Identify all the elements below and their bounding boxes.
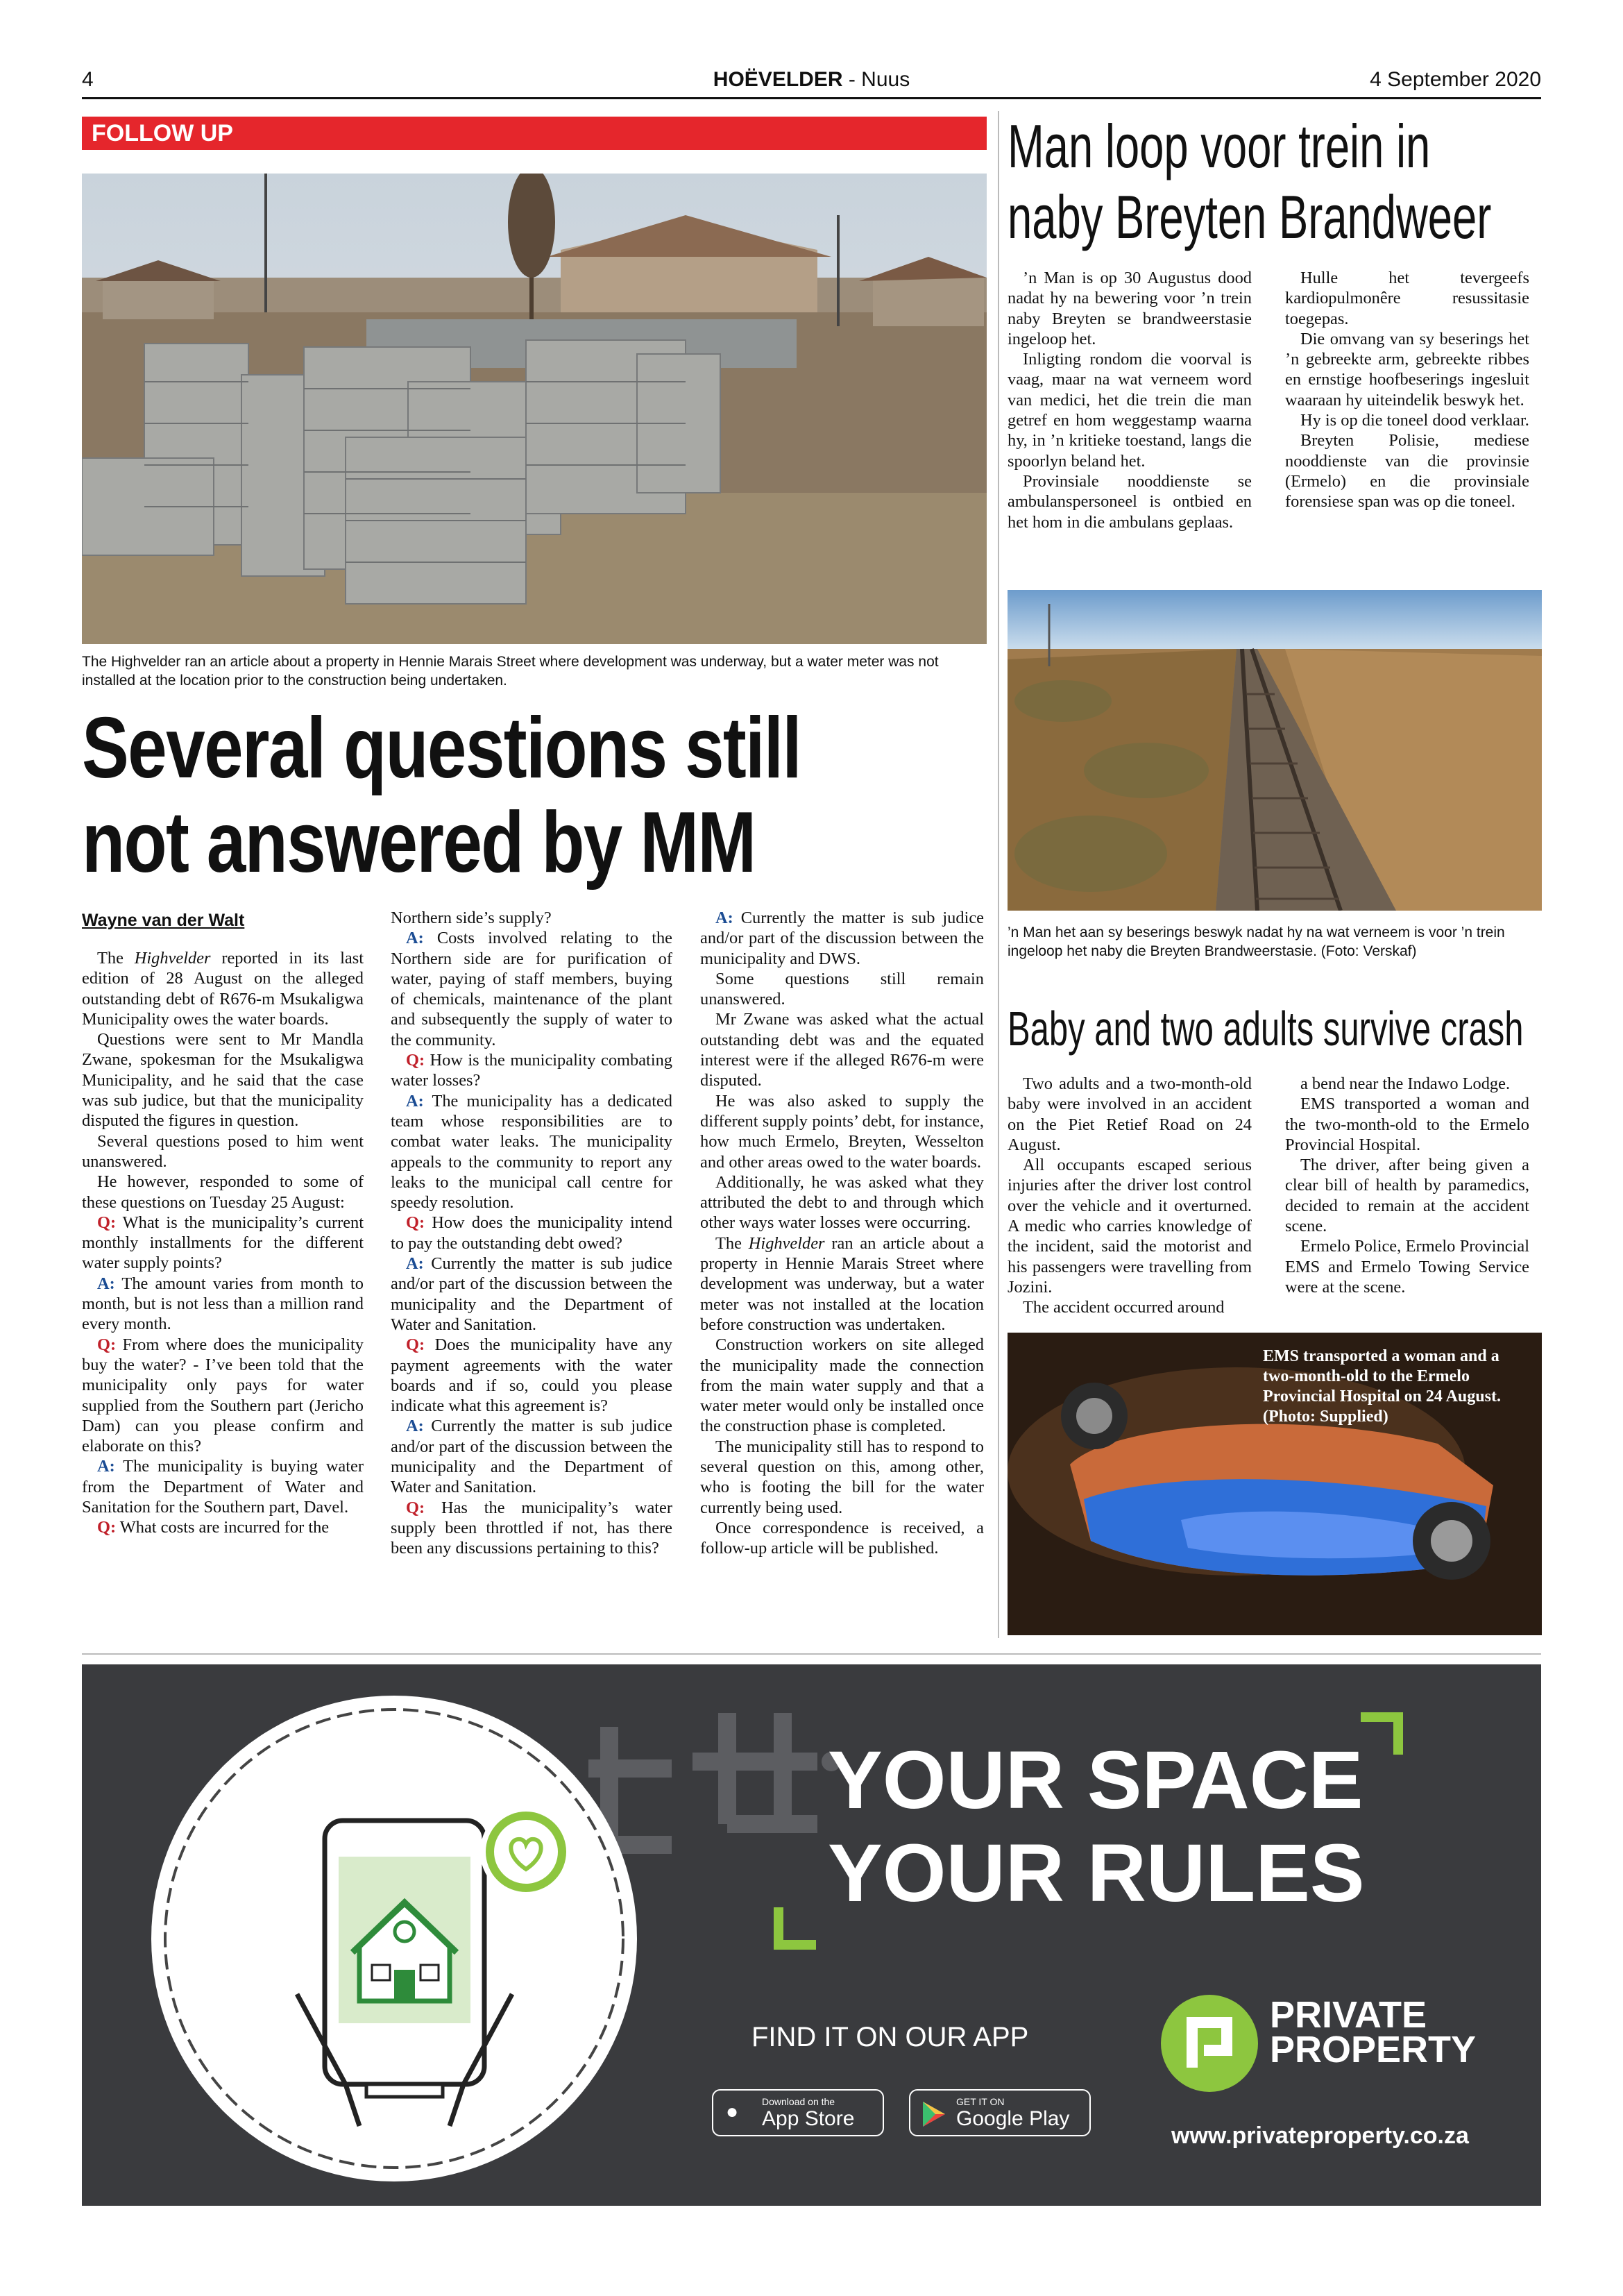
publication-name: Highvelder [134,949,211,968]
google-play-small-label: GET IT ON [956,2096,1005,2107]
paragraph-text: Several questions posed to him went unanswered. [82,1131,364,1171]
paragraph: a bend near the Indawo Lodge. [1300,1074,1511,1093]
answer-label: A: [97,1457,115,1476]
paragraph: Ermelo Police, Ermelo Provincial EMS and Ermelo Towing Service were at the scene. [1285,1237,1529,1297]
answer-label: A: [97,1274,115,1293]
crash-headline: Baby and two adults survive crash [1008,1002,1524,1056]
paragraph-text: Currently the matter is sub judice and/or part of the discussion between the municipality and the Department of Water and Sanitation. [391,1417,672,1497]
paragraph-text: The amount varies from month to month, but is not less than a million rand every month. [82,1274,364,1334]
paragraph: The accident occurred around [1023,1298,1225,1317]
paragraph-text: reported in its last edition of 28 August on the alleged outstanding debt of R676-m Msukaligwa Municipality owes the water boards. [82,949,364,1029]
apple-icon: ● [726,2100,739,2123]
paragraph-text: The [715,1233,749,1253]
crash-photo-caption: EMS transported a woman and a two-month-old to the Ermelo Provincial Hospital on 24 August. (Photo: Supplied) [1263,1347,1501,1426]
paragraph: Hulle het tevergeefs kardiopulmonêre resussitasie toegepas. [1285,269,1529,328]
paper-name: HOËVELDER [713,68,843,91]
brand-name [1270,1994,1477,2070]
publication-name: Highvelder [748,1233,825,1253]
question-label: Q: [406,1498,425,1517]
issue-date: 4 September 2020 [1370,68,1541,91]
paragraph-text: The municipality has a dedicated team whose responsibilities are to combat water leaks. The municipality appeals to the community to report any leaks to the municipal call centre for speedy resolution. [391,1091,672,1213]
answer-label: A: [715,909,733,927]
answer-paragraph [700,908,984,969]
paragraph-text: Construction workers on site alleged the municipality made the connection from the main water supply and that a water meter would only be installed once the construction phase is completed. [700,1335,984,1436]
brand-line1: PRIVATE [1270,1994,1427,2036]
question-paragraph [391,1050,672,1091]
advert-line2: YOUR RULES [828,1827,1365,1919]
paragraph: Inligting rondom die voorval is vaag, maar na wat verneem word van medici, het die trein die man getref en hom weggestamp waarna hy, in ’n kritieke toestand, langs die spoorlyn beland het. [1008,350,1252,471]
page-number: 4 [82,68,94,91]
paragraph-text: How is the municipality combating water losses? [391,1051,672,1090]
answer-paragraph [391,1416,672,1497]
paragraph: Hy is op die toneel dood verklaar. [1300,411,1529,430]
train-column-1 [1008,268,1252,532]
paragraph-text: The [97,949,135,968]
app-store-small-label: Download on the [762,2096,835,2107]
paragraph [82,1029,364,1131]
train-headline-line2: naby Breyten Brandweer [1008,183,1492,251]
article-column-3 [700,908,984,1559]
main-headline [82,701,998,890]
brand-line2: PROPERTY [1270,2029,1477,2070]
advert-line1: YOUR SPACE [828,1734,1363,1826]
article-column-2 [391,908,672,1559]
paragraph: EMS transported a woman and the two-month-old to the Ermelo Provincial Hospital. [1285,1095,1529,1154]
advert-cta: FIND IT ON OUR APP [751,2022,1029,2052]
paragraph: Die omvang van sy beserings het ’n gebreekte arm, gebreekte ribbes en ernstige hoofbeserings ingesluit waaraan hy uiteindelik beswyk het. [1285,329,1529,410]
paragraph-text: Questions were sent to Mr Mandla Zwane, spokesman for the Msukaligwa Municipality, and he said that the case was sub judice, but that the municipality disputed the figures in question. [82,1030,364,1131]
railway-photo [1008,590,1542,911]
section-name: - Nuus [848,68,910,91]
paragraph: Provinsiale nooddienste se ambulanspersoneel is ontbied en het hom in die ambulans geplaas. [1008,471,1252,532]
page-divider [82,1653,1541,1655]
train-headline [1008,111,1532,253]
advert-headline [828,1734,1365,1920]
paragraph-text: Some questions still remain unanswered. [700,969,984,1009]
paragraph-text: From where does the municipality buy the water? - I’ve been told that the municipality only pays for water supplied from the Southern part (Jericho Dam) can you please confirm and elaborate on this? [82,1335,364,1456]
paragraph-text: Does the municipality have any payment agreements with the water boards and if so, could you please indicate what this agreement is? [391,1335,672,1416]
article-column-1 [82,948,364,1538]
paragraph-text: Has the municipality’s water supply been throttled if not, has there been any discussions pertaining to this? [391,1498,672,1558]
railway-photo-caption: ’n Man het aan sy beserings beswyk nadat hy na wat verneem is voor ’n trein ingeloop het naby die Breyten Brandweerstasie. (Foto: Verskaf) [1008,925,1505,959]
answer-label: A: [406,1254,424,1274]
paragraph [700,1091,984,1172]
paragraph [82,1131,364,1172]
paragraph-text: He was also asked to supply the different supply points’ debt, for instance, how much Ermelo, Breyten, Wesselton and other areas owed to the water boards. [700,1091,984,1172]
paragraph-text: He however, responded to some of these questions on Tuesday 25 August: [82,1172,364,1212]
train-column-2 [1285,268,1529,512]
paragraph [700,1172,984,1233]
question-label: Q: [97,1518,117,1537]
paragraph [700,1437,984,1518]
answer-paragraph [391,1253,672,1335]
paragraph: The driver, after being given a clear bill of health by paramedics, decided to remain at the accident scene. [1285,1156,1529,1236]
question-paragraph [391,1498,672,1559]
paragraph-text: Mr Zwane was asked what the actual outstanding debt was and the equated interest were if the alleged R676-m were disputed. [700,1010,984,1090]
construction-photo [82,174,987,644]
paragraph: All occupants escaped serious injuries after the driver lost control over the vehicle and it overturned. A medic who carries knowledge of the incident, said the motorist and his passengers were travelling from Jozini. [1008,1156,1252,1297]
question-paragraph [82,1335,364,1457]
paragraph: Two adults and a two-month-old baby were involved in an accident on the Piet Retief Road on 24 August. [1008,1074,1252,1154]
answer-paragraph [391,1091,672,1213]
answer-label: A: [406,929,424,948]
paragraph-text: Northern side’s supply? [391,909,552,927]
paragraph [391,908,672,928]
paragraph-text: Currently the matter is sub judice and/or part of the discussion between the municipality and DWS. [700,909,984,968]
paragraph [700,1518,984,1559]
question-paragraph [391,1335,672,1416]
column-divider [998,111,999,1638]
paragraph [82,948,364,1029]
main-headline-line1: Several questions still [82,700,801,796]
crash-photo [1008,1333,1542,1635]
bottom-corner-bracket-icon [769,1900,824,1956]
paragraph [700,1335,984,1436]
answer-paragraph [82,1456,364,1517]
app-store-label: App Store [762,2107,855,2130]
question-label: Q: [97,1213,117,1232]
paragraph [700,969,984,1010]
answer-paragraph [82,1274,364,1335]
train-headline-line1: Man loop voor trein in [1008,112,1431,180]
paragraph: Breyten Polisie, mediese nooddienste van die provinsie (Ermelo) en die provinsiale forensiese span was op die toneel. [1285,431,1529,512]
paragraph: ’n Man is op 30 Augustus dood nadat hy na bewering voor ’n trein naby Breyten se brandweerstasie ingeloop het. [1008,269,1252,348]
paragraph-text: ran an article about a property in Hennie Marais Street where development was underway, but a water meter was not installed at the location before construction was undertaken. [700,1233,984,1334]
answer-paragraph [391,928,672,1050]
paragraph-text: The municipality is buying water from the Department of Water and Sanitation for the Southern part, Davel. [82,1457,364,1517]
question-label: Q: [406,1213,425,1233]
google-play-icon [921,2100,946,2128]
question-paragraph [82,1517,364,1537]
paragraph-text: Additionally, he was asked what they attributed the debt to and through which other ways water losses were occurring. [700,1172,984,1233]
follow-up-tag: FOLLOW UP [82,117,987,150]
app-store-button[interactable] [712,2089,884,2136]
private-property-advert [82,1664,1541,2206]
paragraph-text: Costs involved relating to the Northern side are for purification of water, paying of staff members, buying of chemicals, maintenance of the plant and subsequently the supply of water to the community. [391,929,672,1049]
paragraph-text: The municipality still has to respond to several question on this, among other, who is footing the bill for the water currently being used. [700,1437,984,1517]
main-headline-line2: not answered by MM [82,795,756,890]
question-label: Q: [406,1051,425,1070]
paragraph-text: What is the municipality’s current monthly installments for the different water supply points? [82,1213,364,1273]
question-paragraph [391,1213,672,1253]
paragraph-text: How does the municipality intend to pay the outstanding debt owed? [391,1213,672,1253]
advert-url: www.privateproperty.co.za [1171,2122,1469,2149]
paragraph-text: Once correspondence is received, a follow-up article will be published. [700,1518,984,1558]
paragraph [82,1172,364,1213]
crash-column-2 [1285,1074,1529,1297]
construction-photo-caption: The Highvelder ran an article about a property in Hennie Marais Street where development was underway, but a water meter was not installed at the location prior to the construction being undertaken. [82,654,939,689]
answer-label: A: [406,1417,424,1436]
question-label: Q: [406,1335,425,1355]
paragraph [700,1233,984,1335]
private-property-logo [1161,1995,1258,2092]
paragraph [700,1009,984,1090]
google-play-label: Google Play [956,2107,1070,2130]
question-paragraph [82,1213,364,1274]
byline: Wayne van der Walt [82,911,245,930]
answer-label: A: [406,1091,424,1111]
question-label: Q: [97,1335,117,1354]
logo-mark-icon [1161,1995,1258,2092]
header-rule [82,97,1541,99]
google-play-button[interactable] [909,2089,1091,2136]
app-illustration [151,1696,637,2181]
paragraph-text: Currently the matter is sub judice and/or part of the discussion between the municipality and the Department of Water and Sanitation. [391,1254,672,1334]
crash-column-1 [1008,1074,1252,1318]
paragraph-text: What costs are incurred for the [116,1518,330,1537]
